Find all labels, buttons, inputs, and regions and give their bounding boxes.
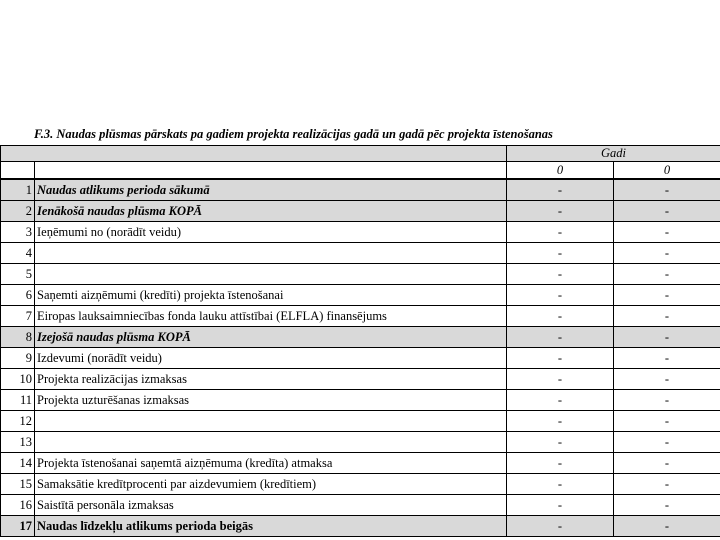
row-number: 8	[1, 327, 35, 348]
row-number: 6	[1, 285, 35, 306]
row-value-year-2: -	[614, 306, 720, 327]
row-value-year-2: -	[614, 222, 720, 243]
row-value-year-2: -	[614, 453, 720, 474]
row-label	[35, 432, 507, 453]
row-number: 5	[1, 264, 35, 285]
row-label	[35, 264, 507, 285]
row-value-year-1: -	[507, 264, 614, 285]
table-row	[1, 516, 720, 537]
row-number: 3	[1, 222, 35, 243]
row-label: Saņemti aizņēmumi (kredīti) projekta īstenošanai	[35, 285, 507, 306]
table-row	[1, 264, 720, 285]
row-value-year-1: -	[507, 243, 614, 264]
table-row	[1, 222, 720, 243]
table-row	[1, 495, 720, 516]
row-value-year-1: -	[507, 516, 614, 537]
row-number: 11	[1, 390, 35, 411]
row-value-year-2: -	[614, 432, 720, 453]
row-value-year-2: -	[614, 369, 720, 390]
row-value-year-1: -	[507, 474, 614, 495]
table-row	[1, 243, 720, 264]
row-value-year-2: -	[614, 201, 720, 222]
row-label: Ienākošā naudas plūsma KOPĀ	[35, 201, 507, 222]
row-number: 17	[1, 516, 35, 537]
table-row	[1, 432, 720, 453]
row-value-year-1: -	[507, 495, 614, 516]
row-label: Izejošā naudas plūsma KOPĀ	[35, 327, 507, 348]
row-value-year-1: -	[507, 369, 614, 390]
row-value-year-1: -	[507, 390, 614, 411]
years-group-header: Gadi	[507, 146, 720, 162]
row-label: Naudas atlikums perioda sākumā	[35, 179, 507, 201]
row-number: 14	[1, 453, 35, 474]
row-value-year-2: -	[614, 495, 720, 516]
row-label: Projekta realizācijas izmaksas	[35, 369, 507, 390]
row-label: Ieņēmumi no (norādīt veidu)	[35, 222, 507, 243]
row-value-year-2: -	[614, 243, 720, 264]
table-row	[1, 369, 720, 390]
table-row	[1, 348, 720, 369]
table-row	[1, 411, 720, 432]
header-row-years	[1, 162, 720, 180]
header-row-years-group	[1, 146, 720, 162]
row-number: 1	[1, 179, 35, 201]
row-label: Samaksātie kredītprocenti par aizdevumiem (kredītiem)	[35, 474, 507, 495]
row-value-year-1: -	[507, 348, 614, 369]
row-label: Eiropas lauksaimniecības fonda lauku attīstībai (ELFLA) finansējums	[35, 306, 507, 327]
row-label: Projekta uzturēšanas izmaksas	[35, 390, 507, 411]
row-value-year-2: -	[614, 285, 720, 306]
row-label: Naudas līdzekļu atlikums perioda beigās	[35, 516, 507, 537]
table-row	[1, 453, 720, 474]
row-value-year-2: -	[614, 411, 720, 432]
row-number: 10	[1, 369, 35, 390]
year-header-1: 0	[507, 162, 614, 180]
row-number: 13	[1, 432, 35, 453]
row-value-year-1: -	[507, 453, 614, 474]
row-value-year-1: -	[507, 306, 614, 327]
table-row	[1, 327, 720, 348]
row-value-year-1: -	[507, 285, 614, 306]
table-row	[1, 285, 720, 306]
row-value-year-1: -	[507, 327, 614, 348]
row-label	[35, 243, 507, 264]
row-number: 7	[1, 306, 35, 327]
row-number: 9	[1, 348, 35, 369]
year-header-2: 0	[614, 162, 720, 180]
row-value-year-1: -	[507, 179, 614, 201]
cash-flow-table	[0, 145, 720, 537]
table-row	[1, 179, 720, 201]
row-value-year-1: -	[507, 222, 614, 243]
row-number: 2	[1, 201, 35, 222]
header-num-cell	[1, 162, 35, 180]
row-value-year-1: -	[507, 432, 614, 453]
row-value-year-1: -	[507, 201, 614, 222]
row-value-year-2: -	[614, 348, 720, 369]
table-row	[1, 201, 720, 222]
header-blank-cell	[1, 146, 507, 162]
row-value-year-2: -	[614, 390, 720, 411]
row-value-year-2: -	[614, 264, 720, 285]
row-label: Saistītā personāla izmaksas	[35, 495, 507, 516]
row-number: 4	[1, 243, 35, 264]
row-number: 15	[1, 474, 35, 495]
table-row	[1, 474, 720, 495]
row-value-year-1: -	[507, 411, 614, 432]
row-label	[35, 411, 507, 432]
row-value-year-2: -	[614, 474, 720, 495]
table-row	[1, 306, 720, 327]
row-value-year-2: -	[614, 516, 720, 537]
row-number: 16	[1, 495, 35, 516]
row-number: 12	[1, 411, 35, 432]
row-label: Projekta īstenošanai saņemtā aizņēmuma (kredīta) atmaksa	[35, 453, 507, 474]
table-title: F.3. Naudas plūsmas pārskats pa gadiem projekta realizācijas gadā un gadā pēc projekta īstenošanas	[34, 127, 553, 141]
table-row	[1, 390, 720, 411]
row-value-year-2: -	[614, 179, 720, 201]
row-label: Izdevumi (norādīt veidu)	[35, 348, 507, 369]
header-desc-cell	[35, 162, 507, 180]
row-value-year-2: -	[614, 327, 720, 348]
